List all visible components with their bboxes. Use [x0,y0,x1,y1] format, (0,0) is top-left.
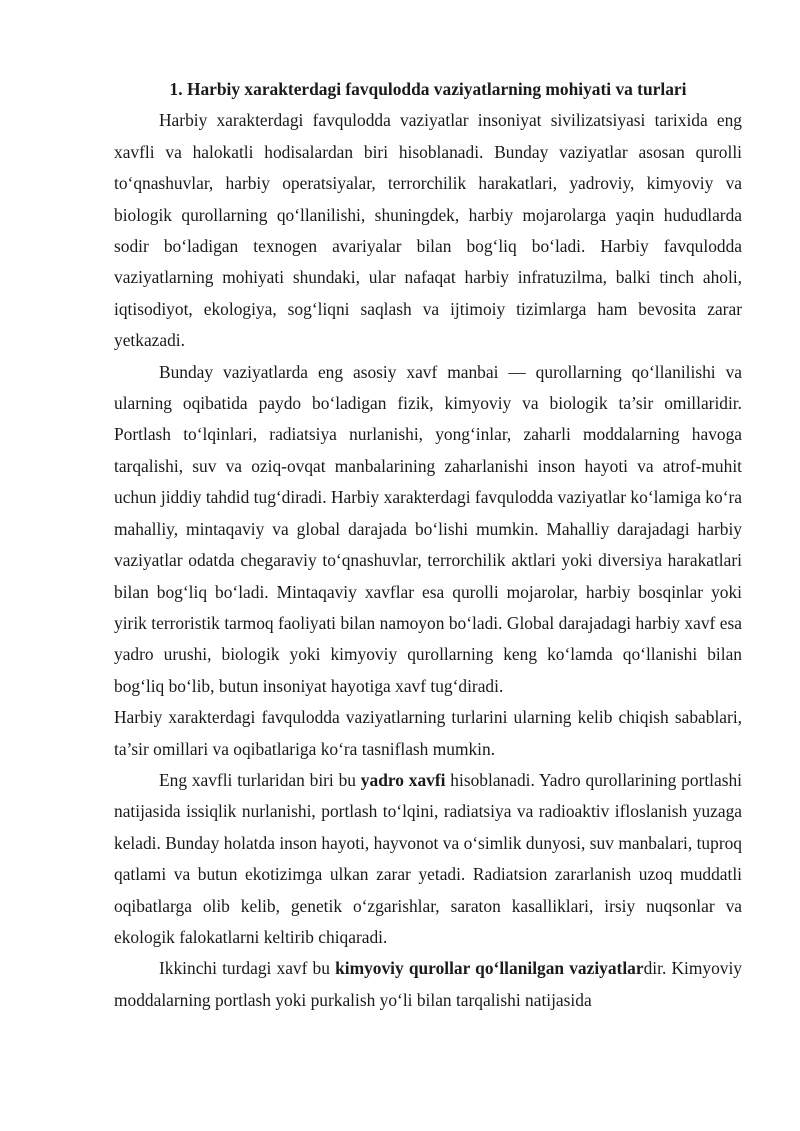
paragraph-intro: Harbiy xarakterdagi favqulodda vaziyatlar insoniyat sivilizatsiyasi tarixida eng xavfli va halokatli hodisalardan biri hisoblanadi. Bunday vaziyatlar asosan qurolli to‘qnashuvlar, harbiy operatsiyalar, terrorchilik harakatlari, yadroviy, kimyoviy va biologik qurollarning qo‘llanilishi, shuningdek, harbiy mojarolarga yaqin hududlarda sodir bo‘ladigan texnogen avariyalar bilan bog‘liq bo‘ladi. Harbiy favqulodda vaziyatlarning mohiyati shundaki, ular nafaqat harbiy infratuzilma, balki tinch aholi, iqtisodiyot, ekologiya, sog‘liqni saqlash va ijtimoiy tizimlarga ham bevosita zarar yetkazadi. [114,110,742,351]
chemical-text-before: Ikkinchi turdagi xavf bu [159,958,336,979]
chemical-bold-term: kimyoviy qurollar qo‘llanilgan vaziyatlar [335,958,644,979]
chemical-text-after: dir. Kimyoviy moddalarning portlash yoki purkalish yo‘li bilan tarqalishi natijasida [114,958,742,1010]
paragraph-chemical [114,953,742,1016]
section-heading: 1. Harbiy xarakterdagi favqulodda vaziyatlarning mohiyati va turlari [169,79,687,99]
paragraph-nuclear [114,765,742,953]
paragraph-classification: Harbiy xarakterdagi favqulodda vaziyatlarning turlarini ularning kelib chiqish sabablari, ta’sir omillari va oqibatlariga ko‘ra tasniflash mumkin. [114,707,742,759]
nuclear-text-before: Eng xavfli turlaridan biri bu [159,769,361,790]
nuclear-bold-term: yadro xavfi [360,769,446,790]
document-page [114,74,742,1016]
nuclear-text-after: hisoblanadi. Yadro qurollarining portlashi natijasida issiqlik nurlanishi, portlash to‘lqini, radiatsiya va radioaktiv ifloslanish yuzaga keladi. Bunday holatda inson hayoti, hayvonot va o‘simlik dunyosi, suv manbalari, tuproq qatlami va butun ekotizimga ulkan zarar yetadi. Radiatsion zararlanish uzoq muddatli oqibatlarga olib kelib, genetik o‘zgarishlar, saraton kasalliklari, irsiy nuqsonlar va ekologik falokatlarni keltirib chiqaradi. [114,769,742,947]
paragraph-threat-sources: Bunday vaziyatlarda eng asosiy xavf manbai — qurollarning qo‘llanilishi va ularning oqibatida paydo bo‘ladigan fizik, kimyoviy va biologik ta’sir omillaridir. Portlash to‘lqinlari, radiatsiya nurlanishi, yong‘inlar, zaharli moddalarning havoga tarqalishi, suv va oziq-ovqat manbalarining zaharlanishi inson hayoti va atrof-muhit uchun jiddiy tahdid tug‘diradi. Harbiy xarakterdagi favqulodda vaziyatlar ko‘lamiga ko‘ra mahalliy, mintaqaviy va global darajada bo‘lishi mumkin. Mahalliy darajadagi harbiy vaziyatlar odatda chegaraviy to‘qnashuvlar, terrorchilik aktlari yoki diversiya harakatlari bilan bog‘liq bo‘ladi. Mintaqaviy xavflar esa qurolli mojarolar, harbiy bosqinlar yoki yirik terroristik tarmoq faoliyati bilan namoyon bo‘ladi. Global darajadagi harbiy xavf esa yadro urushi, biologik yoki kimyoviy qurollarning keng ko‘lamda qo‘llanishi bilan bog‘liq bo‘lib, butun insoniyat hayotiga xavf tug‘diradi. [114,361,742,696]
